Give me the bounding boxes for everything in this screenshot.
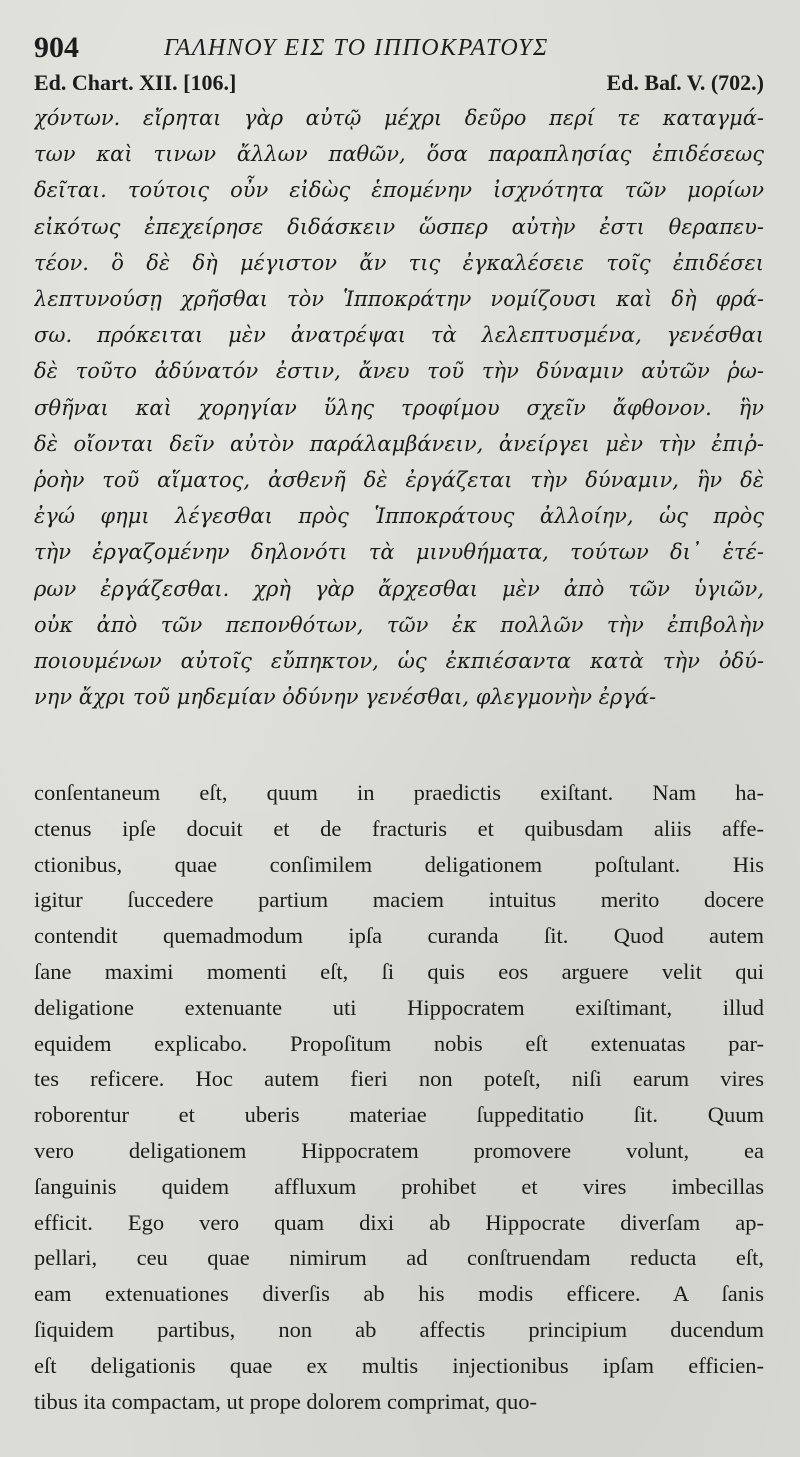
latin-text-line: eſt deligationis quae ex multis injectionibus ipſam efficien- (34, 1352, 764, 1378)
running-head: ΓΑΛΗΝΟΥ ΕΙΣ ΤΟ ΙΠΠΟΚΡΑΤΟΥΣ (164, 35, 549, 61)
latin-text-line: pellari, ceu quae nimirum ad conſtruendam reducta eſt, (34, 1245, 764, 1271)
greek-text-line: των καὶ τινων ἄλλων παθῶν, ὅσα παραπλησίας ἐπιδέσεως (34, 142, 764, 167)
page-header (34, 30, 764, 66)
latin-text-block (34, 775, 764, 1419)
greek-text-line: ἐγώ φημι λέγεσθαι πρὸς Ἱπποκράτους ἀλλοίην, ὡς πρὸς (34, 504, 764, 529)
latin-text-line: vero deligationem Hippocratem promovere volunt, ea (34, 1137, 764, 1163)
latin-text-line: tes reficere. Hoc autem fieri non poteſt, niſi earum vires (34, 1066, 764, 1092)
greek-text-line: δὲ οἴονται δεῖν αὐτὸν παράλαμβάνειν, ἀνείργει μὲν τὴν ἐπιῤ- (34, 431, 764, 456)
greek-text-line: λεπτυνούσῃ χρῆσθαι τὸν Ἱπποκράτην νομίζουσι καὶ δὴ φρά- (34, 287, 764, 312)
greek-text-line: σω. πρόκειται μὲν ἀνατρέψαι τὰ λελεπτυσμένα, γενέσθαι (34, 323, 764, 348)
latin-text-line: eam extenuationes diverſis ab his modis efficere. A ſanis (34, 1281, 764, 1307)
greek-text-line: ῥοὴν τοῦ αἵματος, ἀσθενῆ δὲ ἐργάζεται τὴν δύναμιν, ἣν δὲ (34, 468, 764, 493)
greek-text-line: ποιουμένων αὐτοῖς εὔπηκτον, ὡς ἐκπιέσαντα κατὰ τὴν ὀδύ- (34, 649, 764, 674)
latin-text-line: tibus ita compactam, ut prope dolorem comprimat, quo- (34, 1388, 537, 1414)
edition-reference-basel: Ed. Baſ. V. (702.) (606, 70, 764, 95)
edition-reference-chart: Ed. Chart. XII. [106.] (34, 70, 237, 95)
greek-text-line: χόντων. εἴρηται γὰρ αὐτῷ μέχρι δεῦρο περί τε καταγμά- (34, 106, 764, 130)
greek-text-line: δεῖται. τούτοις οὖν εἰδὼς ἑπομένην ἰσχνότητα τῶν μορίων (34, 178, 764, 203)
latin-text-line: contendit quemadmodum ipſa curanda ſit. Quod autem (34, 923, 764, 949)
greek-text-line: οὐκ ἀπὸ τῶν πεπονθότων, τῶν ἐκ πολλῶν τὴν ἐπιβολὴν (34, 612, 764, 637)
latin-text-line: ctionibus, quae conſimilem deligationem poſtulant. His (34, 851, 764, 877)
latin-text-line: ſanguinis quidem affluxum prohibet et vires imbecillas (34, 1173, 764, 1199)
edition-references (34, 68, 764, 98)
greek-text-line: ρων ἐργάζεσθαι. χρὴ γὰρ ἄρχεσθαι μὲν ἀπὸ τῶν ὑγιῶν, (34, 576, 764, 601)
greek-text-line: δὲ τοῦτο ἀδύνατόν ἐστιν, ἄνευ τοῦ τὴν δύναμιν αὐτῶν ῥω- (34, 359, 764, 384)
latin-text-line: ſane maximi momenti eſt, ſi quis eos arguere velit qui (34, 958, 764, 984)
greek-text-line: τὴν ἐργαζομένην δηλονότι τὰ μινυθήματα, τούτων δι᾽ ἑτέ- (34, 540, 764, 565)
greek-text-line: εἰκότως ἐπεχείρησε διδάσκειν ὥσπερ αὐτὴν ἐστι θεραπευ- (34, 214, 764, 239)
latin-text-line: deligatione extenuante uti Hippocratem exiſtimant, illud (34, 994, 764, 1020)
greek-text-line: νην ἄχρι τοῦ μηδεμίαν ὀδύνην γενέσθαι, φλεγμονὴν ἐργά- (34, 685, 657, 710)
page-number: 904 (34, 31, 79, 64)
greek-text-line: σθῆναι καὶ χορηγίαν ὕλης τροφίμου σχεῖν ἄφθονον. ἣν (34, 395, 764, 420)
latin-text-line: conſentaneum eſt, quum in praedictis exiſtant. Nam ha- (34, 780, 764, 805)
latin-text-line: efficit. Ego vero quam dixi ab Hippocrate diverſam ap- (34, 1209, 764, 1235)
greek-text-block (34, 100, 764, 715)
greek-text-line: τέον. ὃ δὲ δὴ μέγιστον ἄν τις ἐγκαλέσειε τοῖς ἐπιδέσει (34, 250, 764, 275)
latin-text-line: ctenus ipſe docuit et de fracturis et quibusdam aliis affe- (34, 815, 764, 841)
latin-text-line: equidem explicabo. Propoſitum nobis eſt extenuatas par- (34, 1030, 764, 1056)
latin-text-line: roborentur et uberis materiae ſuppeditatio ſit. Quum (34, 1102, 764, 1128)
latin-text-line: ſiquidem partibus, non ab affectis principium ducendum (34, 1316, 764, 1342)
latin-text-line: igitur ſuccedere partium maciem intuitus merito docere (34, 887, 764, 913)
